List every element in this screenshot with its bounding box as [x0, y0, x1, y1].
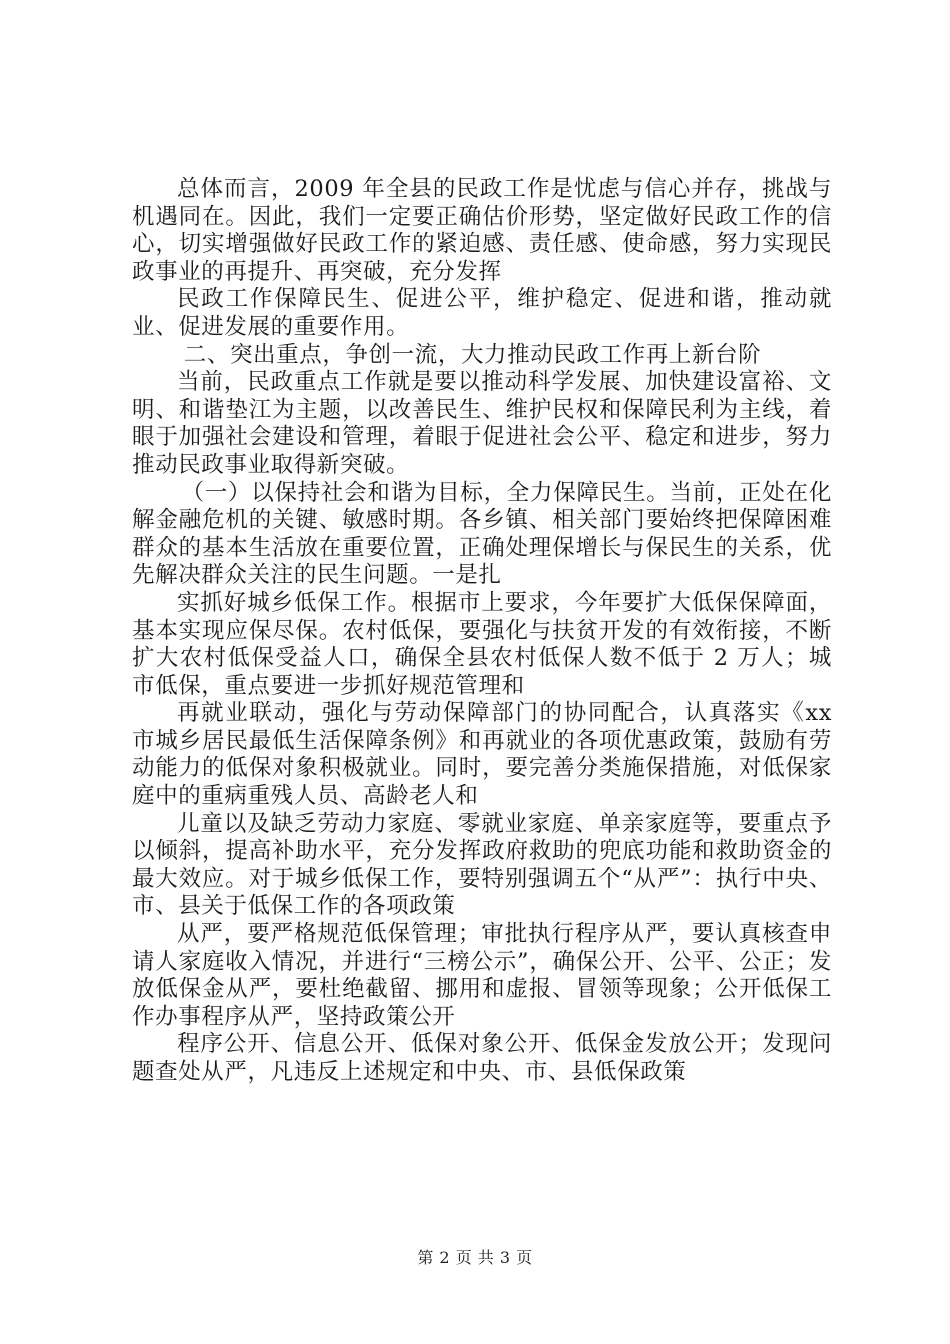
paragraph-7: 儿童以及缺乏劳动力家庭、零就业家庭、单亲家庭等，要重点予以倾斜，提高补助水平，充分发挥政府救助的兜底功能和救助资金的最大效应。对于城乡低保工作，要特别强调五个“从严”：执行中央、市、县关于低保工作的各项政策: [132, 810, 832, 920]
paragraph-3: 当前，民政重点工作就是要以推动科学发展、加快建设富裕、文明、和谐垫江为主题，以改善民生、维护民权和保障民利为主线，着眼于加强社会建设和管理，着眼于促进社会公平、稳定和进步，努力推动民政事业取得新突破。: [132, 369, 832, 478]
document-body: [132, 176, 832, 1087]
paragraph-5: 实抓好城乡低保工作。根据市上要求，今年要扩大低保保障面，基本实现应保尽保。农村低保，要强化与扶贫开发的有效衔接，不断扩大农村低保受益人口，确保全县农村低保人数不低于 2 万人；城市低保，重点要进一步抓好规范管理和: [132, 589, 832, 699]
paragraph-6: 再就业联动，强化与劳动保障部门的协同配合，认真落实《xx 市城乡居民最低生活保障条例》和再就业的各项优惠政策，鼓励有劳动能力的低保对象积极就业。同时，要完善分类施保措施，对低保家庭中的重病重残人员、高龄老人和: [132, 700, 832, 810]
paragraph-2: 民政工作保障民生、促进公平，维护稳定、促进和谐，推动就业、促进发展的重要作用。: [132, 286, 832, 340]
page-number-footer: 第 2 页 共 3 页: [417, 1248, 533, 1267]
paragraph-1: 总体而言，2009 年全县的民政工作是忧虑与信心并存，挑战与机遇同在。因此，我们一定要正确估价形势，坚定做好民政工作的信心，切实增强做好民政工作的紧迫感、责任感、使命感，努力实现民政事业的再提升、再突破，充分发挥: [132, 176, 832, 285]
section-heading: 二、突出重点，争创一流，大力推动民政工作再上新台阶: [183, 341, 762, 368]
paragraph-9: 程序公开、信息公开、低保对象公开、低保金发放公开；发现问题查处从严，凡违反上述规定和中央、市、县低保政策: [132, 1031, 832, 1085]
paragraph-8: 从严，要严格规范低保管理；审批执行程序从严，要认真核查申请人家庭收入情况，并进行“三榜公示”，确保公开、公平、公正；发放低保金从严，要杜绝截留、挪用和虚报、冒领等现象；公开低保工作办事程序从严，坚持政策公开: [132, 921, 832, 1030]
subsection-paragraph: （一）以保持社会和谐为目标，全力保障民生。当前，正处在化解金融危机的关键、敏感时期。各乡镇、相关部门要始终把保障困难群众的基本生活放在重要位置，正确处理保增长与保民生的关系，优先解决群众关注的民生问题。一是扎: [132, 479, 832, 589]
